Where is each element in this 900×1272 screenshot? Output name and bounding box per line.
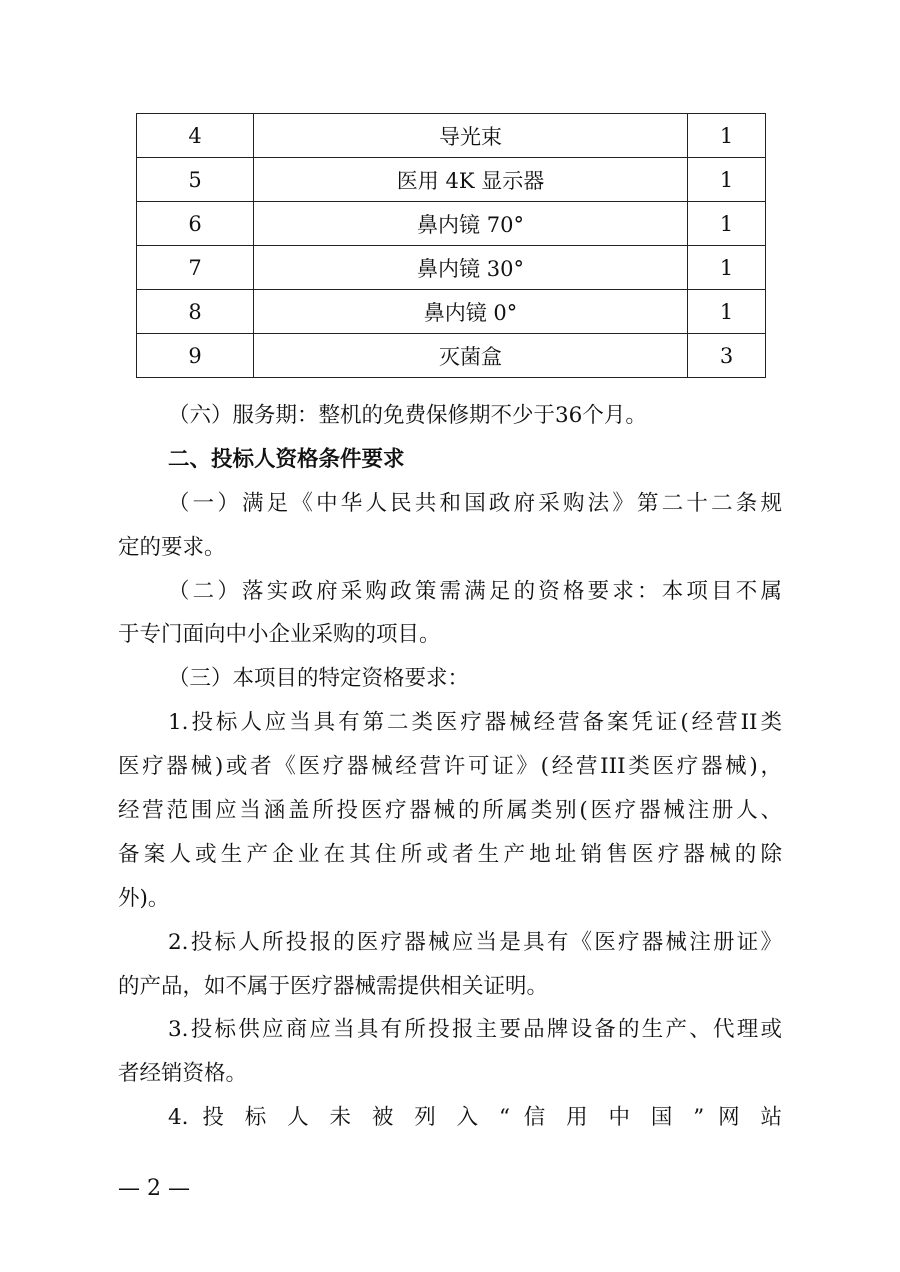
quantity: 1 xyxy=(688,158,766,202)
item-name: 医用 4K 显示器 xyxy=(254,158,688,202)
text-line: 医疗器械)或者《医疗器械经营许可证》(经营III类医疗器械)， xyxy=(118,754,782,780)
page-number: — 2 — xyxy=(118,1176,190,1201)
item-name: 鼻内镜 0° xyxy=(254,290,688,334)
item-name: 鼻内镜 30° xyxy=(254,246,688,290)
text-line: 者经销资格。 xyxy=(118,1061,248,1087)
text-line: 于专门面向中小企业采购的项目。 xyxy=(118,622,441,648)
text-line: 定的要求。 xyxy=(118,534,226,560)
text-line: 的产品，如不属于医疗器械需提供相关证明。 xyxy=(118,973,549,999)
table-row xyxy=(137,202,766,246)
text-line: （六）服务期：整机的免费保修期不少于36个月。 xyxy=(168,403,647,428)
quantity: 1 xyxy=(688,246,766,290)
item-name: 导光束 xyxy=(254,114,688,158)
table-row xyxy=(137,158,766,202)
text-line: 1.投标人应当具有第二类医疗器械经营备案凭证(经营II类 xyxy=(168,710,782,736)
item-name: 灭菌盒 xyxy=(254,334,688,378)
text-line: 2.投标人所投报的医疗器械应当是具有《医疗器械注册证》 xyxy=(168,929,782,955)
table-row xyxy=(137,290,766,334)
quantity: 1 xyxy=(688,114,766,158)
table-row xyxy=(137,114,766,158)
text-line: 经营范围应当涵盖所投医疗器械的所属类别(医疗器械注册人、 xyxy=(118,798,782,824)
text-line: （三）本项目的特定资格要求： xyxy=(168,666,470,692)
row-number: 6 xyxy=(137,202,254,246)
table-row xyxy=(137,334,766,378)
text-line: 备案人或生产企业在其住所或者生产地址销售医疗器械的除 xyxy=(118,841,782,867)
equipment-table xyxy=(136,113,766,378)
row-number: 9 xyxy=(137,334,254,378)
text-line: 外)。 xyxy=(118,885,170,911)
row-number: 7 xyxy=(137,246,254,290)
quantity: 1 xyxy=(688,290,766,334)
row-number: 5 xyxy=(137,158,254,202)
row-number: 8 xyxy=(137,290,254,334)
text-line: 3.投标供应商应当具有所投报主要品牌设备的生产、代理或 xyxy=(168,1017,782,1043)
text-line: 4. 投 标 人 未 被 列 入 “ 信 用 中 国 ” 网 站 xyxy=(168,1105,782,1131)
text-line: （二）落实政府采购政策需满足的资格要求：本项目不属 xyxy=(168,578,782,604)
body-text xyxy=(118,394,782,1140)
text-line: （一）满足《中华人民共和国政府采购法》第二十二条规 xyxy=(168,490,782,516)
section-heading: 二、投标人资格条件要求 xyxy=(168,446,405,472)
table-row xyxy=(137,246,766,290)
quantity: 1 xyxy=(688,202,766,246)
row-number: 4 xyxy=(137,114,254,158)
item-name: 鼻内镜 70° xyxy=(254,202,688,246)
quantity: 3 xyxy=(688,334,766,378)
